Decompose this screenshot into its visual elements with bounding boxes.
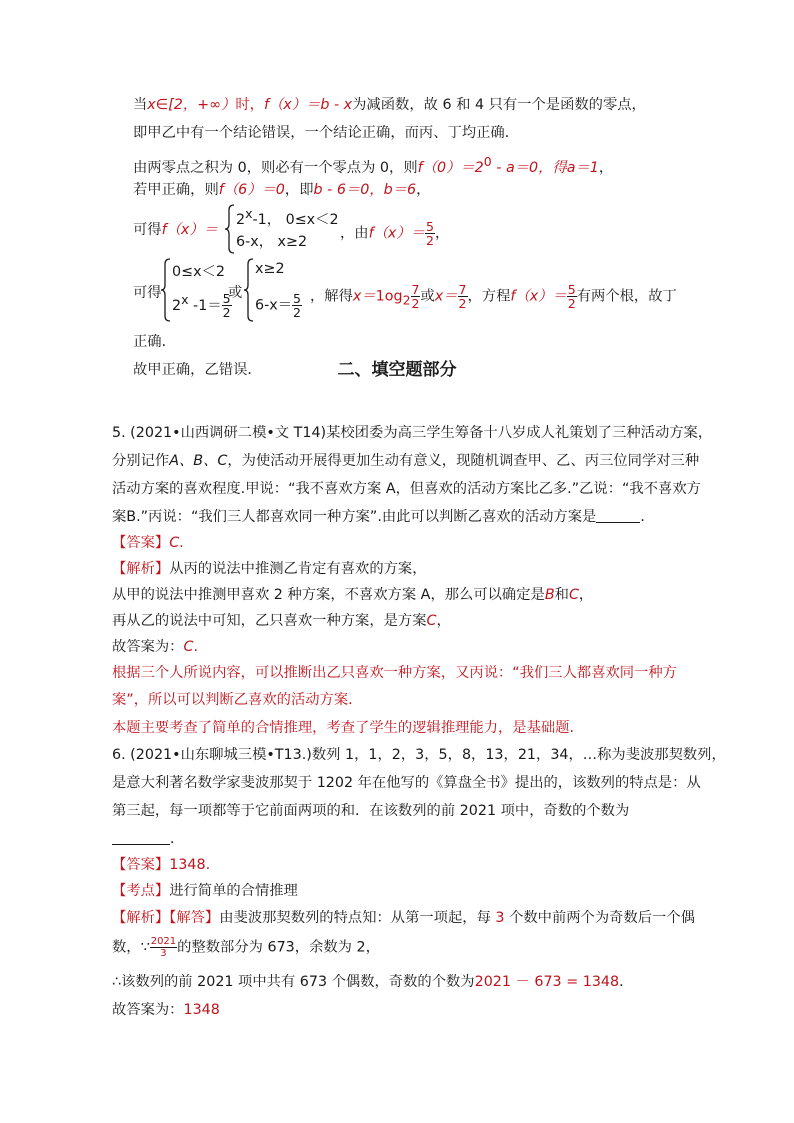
q5-answer: 【答案】C. (112, 535, 184, 551)
q6-line-1: 6. (2021•山东聊城三模•T13.)数列 1，1，2，3，5，8，13，21，34，…称为斐波那契数列， (112, 747, 726, 763)
piecewise-function (224, 204, 354, 254)
q6-solution-3: ∴该数列的前 2021 项中共有 673 个偶数，奇数的个数为2021 － 673 = 1348． (112, 974, 634, 990)
solution-line-6-lead: 可得 (133, 285, 162, 301)
fraction-5-2: $\frac{5}{2}$ (293, 291, 301, 320)
q6-point: 【考点】进行简单的合情推理 (112, 883, 298, 899)
solution-line-1: 当x∈[2，+∞）时，f（x）＝b - x为减函数，故 6 和 4 只有一个是函数的零点， (133, 97, 646, 113)
fraction-5-2: $\frac{5}{2}$ (567, 282, 576, 311)
q6-line-4: ． (112, 829, 184, 851)
left-brace-icon (243, 258, 255, 322)
solution-line-3: 由两零点之积为 0，则必有一个零点为 0，则$f(0)=2^0 - a=0$，得a＝1， (133, 154, 614, 176)
answer-blank (112, 830, 170, 845)
fraction-2021-3: $\frac{2021}{3}$ (150, 936, 177, 959)
fraction-5-2: $\frac{5}{2}$ (222, 291, 231, 321)
system-2-row-2: 6-x＝ $\frac{5}{2}$ (255, 291, 301, 320)
solution-line-6-tail: ，解得$x=1og_2$ $\frac{7}{2}$ 或x＝ $\frac{7}{2}$ ，方程f（x）＝ $\frac{5}{2}$ 有两个根，故丁 (310, 282, 677, 311)
q6-solution-4: 故答案为：1348 (112, 1002, 220, 1018)
solution-line-2: 即甲乙中有一个结论错误，一个结论正确，而丙、丁均正确． (133, 125, 520, 141)
system-1-row-1: 0≤x＜2 (172, 264, 225, 280)
q5-line-3: 活动方案的喜欢程度.甲说：“我不喜欢方案 A，但喜欢的活动方案比乙多.”乙说：“我不喜欢方 (112, 481, 701, 497)
q5-analysis-5: 根据三个人所说内容，可以推断出乙只喜欢一种方案，又丙说：“我们三人都喜欢同一种方 (112, 665, 677, 681)
piece-row-2: 6-x， x≥2 (236, 234, 308, 250)
q6-answer: 【答案】1348. (112, 857, 211, 873)
fraction-5-2: $\frac{5}{2}$ (425, 219, 434, 248)
answer-blank (596, 508, 640, 523)
q6-line-2: 是意大利著名数学家斐波那契于 1202 年在他写的《算盘全书》提出的，该数列的特点是：从 (112, 775, 701, 791)
solution-line-5-tail: ，由f（x）＝ $\frac{5}{2}$ ， (340, 219, 450, 248)
left-brace-icon (160, 258, 172, 322)
q5-analysis-4: 故答案为：C. (112, 639, 199, 655)
section-title: 二、填空题部分 (337, 360, 457, 380)
q6-solution-2: 数，∵ $\frac{2021}{3}$ 的整数部分为 673，余数为 2， (112, 936, 380, 959)
piece-row-1: 2$^x$-1， 0≤x＜2 (236, 206, 339, 228)
solution-line-8: 故甲正确，乙错误． (133, 362, 262, 378)
system-2-row-1: x≥2 (255, 261, 285, 277)
q5-analysis-1: 【解析】从丙的说法中推测乙肯定有喜欢的方案， (112, 561, 427, 577)
q5-line-2: 分别记作A、B、C，为使活动开展得更加生动有意义，现随机调查甲、乙、丙三位同学对三种 (112, 453, 700, 469)
system-1-row-2: 2$^x$ -1＝ $\frac{5}{2}$ (172, 291, 231, 321)
q5-analysis-6: 案”，所以可以判断乙喜欢的活动方案． (112, 692, 363, 708)
fraction-7-2: $\frac{7}{2}$ (411, 282, 420, 311)
q5-analysis-7: 本题主要考查了简单的合情推理，考查了学生的逻辑推理能力，是基础题． (112, 720, 584, 736)
q5-line-4: 案B.”丙说：“我们三人都喜欢同一种方案”.由此可以判断乙喜欢的活动方案是 ． (112, 509, 655, 525)
left-brace-icon (224, 204, 236, 254)
or-text: 或 (228, 285, 243, 301)
q6-line-3: 第三起，每一项都等于它前面两项的和．在该数列的前 2021 项中，奇数的个数为 (112, 803, 630, 819)
q5-analysis-3: 再从乙的说法中可知，乙只喜欢一种方案，是方案C， (112, 613, 451, 629)
q6-solution-1: 【解析】【解答】由斐波那契数列的特点知：从第一项起，每 3 个数中前两个为奇数后一个偶 (112, 910, 695, 926)
solution-line-7: 正确． (133, 334, 176, 350)
q5-analysis-2: 从甲的说法中推测甲喜欢 2 种方案，不喜欢方案 A，那么可以确定是B和C， (112, 587, 594, 603)
solution-line-5-lead: 可得f（x）＝ (133, 222, 218, 238)
solution-line-4: 若甲正确，则f（6）＝0，即b - 6＝0，b＝6， (133, 182, 431, 198)
q5-line-1: 5. (2021•山西调研二模•文 T14)某校团委为高三学生筹备十八岁成人礼策划了三种活动方案， (112, 425, 713, 441)
fraction-7-2: $\frac{7}{2}$ (458, 282, 467, 311)
